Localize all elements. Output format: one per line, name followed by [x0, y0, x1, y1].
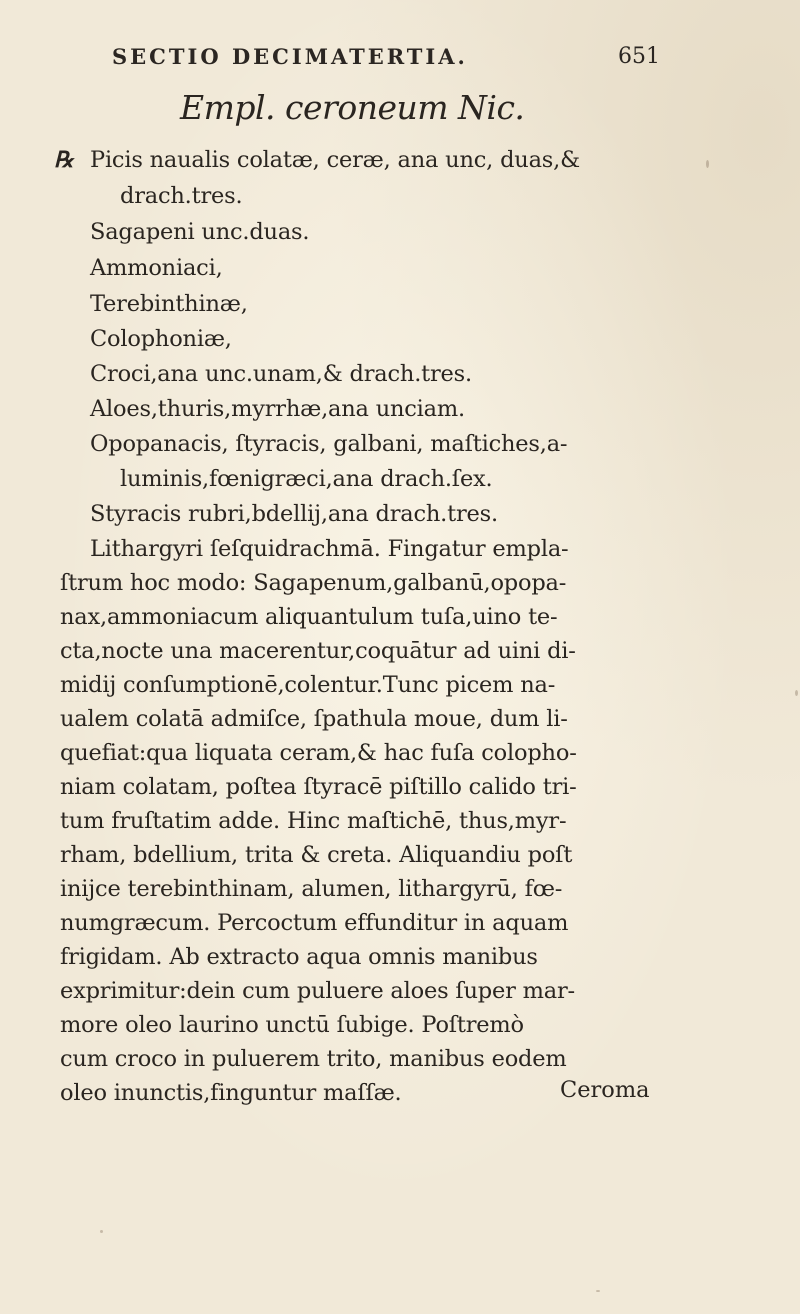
running-title: SECTIO DECIMATERTIA. [112, 44, 468, 69]
text-line: drach.tres. [120, 183, 243, 209]
text-line: ualem colatā admiſce, ſpathula moue, dum li- [60, 706, 568, 732]
text-line [54, 145, 580, 175]
paper-speck [100, 1230, 103, 1233]
text-line: quefiat:qua liquata ceram,& hac fuſa colopho- [60, 740, 577, 766]
text-line: more oleo laurino unctū ſubige. Poſtremò [60, 1012, 524, 1038]
text-line: Opopanacis, ſtyracis, galbani, maſtiches,a- [90, 431, 568, 457]
text-line: rham, bdellium, trita & creta. Aliquandiu poſt [60, 842, 573, 868]
text-line: ſtrum hoc modo: Sagapenum,galbanū,opopa- [60, 570, 567, 596]
text-line: Colophoniæ, [90, 326, 232, 352]
text-line: oleo inunctis,finguntur maſſæ. [60, 1080, 402, 1106]
text-line: nax,ammoniacum aliquantulum tuſa,uino te- [60, 604, 558, 630]
text-line: inijce terebinthinam, alumen, lithargyrū, fœ- [60, 876, 563, 902]
running-head [112, 44, 660, 84]
text-line: Sagapeni unc.duas. [90, 219, 310, 245]
text-line: numgræcum. Percoctum effunditur in aquam [60, 910, 569, 936]
text-line: luminis,fœnigræci,ana drach.ſex. [120, 466, 493, 492]
text-line: Terebinthinæ, [90, 291, 248, 317]
text-line: niam colatam, poſtea ſtyracē piſtillo calido tri- [60, 774, 577, 800]
text-line: cta,nocte una macerentur,coquātur ad uini di- [60, 638, 576, 664]
text-line: Lithargyri ſeſquidrachmā. Fingatur empla- [90, 536, 569, 562]
rx-symbol: ℞ [54, 147, 74, 173]
text-line: Croci,ana unc.unam,& drach.tres. [90, 361, 472, 387]
paper-speck [795, 690, 798, 696]
text-line: exprimitur:dein cum puluere aloes ſuper mar- [60, 978, 575, 1004]
paper-speck [596, 1290, 600, 1292]
text-line: frigidam. Ab extracto aqua omnis manibus [60, 944, 538, 970]
text-line: Ammoniaci, [90, 255, 223, 281]
paper-speck [706, 160, 709, 168]
text-line: tum fruſtatim adde. Hinc maſtichē, thus,myr- [60, 808, 567, 834]
catchword: Ceroma [560, 1077, 650, 1103]
recipe-title: Empl. ceroneum Nic. [180, 88, 525, 127]
text-line-content: Picis naualis colatæ, ceræ, ana unc, duas,& [90, 147, 580, 173]
text-line: midij conſumptionē,colentur.Tunc picem na- [60, 672, 556, 698]
text-line: Styracis rubri,bdellij,ana drach.tres. [90, 501, 498, 527]
text-line: cum croco in puluerem trito, manibus eodem [60, 1046, 567, 1072]
page-number: 651 [618, 44, 660, 69]
text-line: Aloes,thuris,myrrhæ,ana unciam. [90, 396, 465, 422]
